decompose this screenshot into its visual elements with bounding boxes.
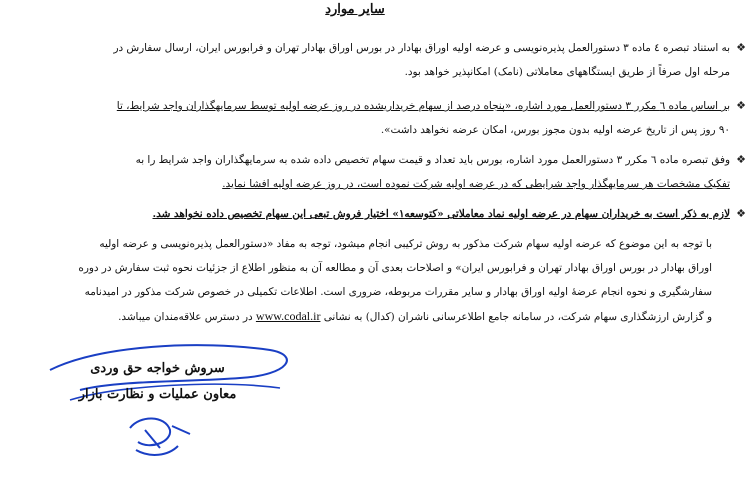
closing-paragraph-line-1: با توجه به این موضوع که عرضه اولیه سهام شرکت مذکور به روش ترکیبی انجام میشود، توجه به مفاد «دستورالعمل پذیرەنویسی و عرضه اولیه [99, 238, 712, 250]
bullet-item-3-line-1: وفق تبصره ماده ٦ مکرر ٣ دستورالعمل مورد اشاره، بورس باید تعداد و قیمت سهام تخصیص داده شده به سرمایهگذاران واجد شرایط را به [135, 154, 730, 166]
diamond-bullet-icon: ❖ [736, 99, 746, 112]
bullet-item-4 [40, 202, 746, 226]
closing-paragraph-line-4-text: و گزارش ارزشگذاری سهام شرکت، در سامانه جامع اطلاعرسانی ناشران (کدال) به نشانی [323, 311, 712, 323]
bullet-item-2-line-1: بر اساس ماده ٦ مکرر ٣ دستورالعمل مورد اشاره، «پنجاه درصد از سهام خریداریشده در روز عرضه اولیه توسط سرمایهگذاران واجد شرایط، تا [116, 100, 730, 112]
closing-paragraph-line-4 [42, 304, 712, 329]
signatory-role: معاون عملیات و نظارت بازار [78, 387, 237, 402]
bullet-item-2-line-2: ٩٠ روز پس از تاریخ عرضه اولیه بدون مجوز بورس، امکان عرضه نخواهد داشت». [380, 124, 730, 136]
bullet-item-1-line-2: مرحله اول صرفاً از طریق ایستگاههای معاملاتی (نامک) امکانپذیر خواهد بود. [404, 66, 730, 78]
bullet-item-2 [40, 94, 746, 142]
diamond-bullet-icon: ❖ [736, 207, 746, 220]
closing-paragraph [42, 232, 712, 329]
closing-paragraph-line-4-tail: در دسترس علاقەمندان میباشد. [118, 311, 253, 323]
bullet-item-3 [40, 148, 746, 196]
signatory-name: سروش خواجه حق وردی [90, 361, 225, 376]
bullet-item-1-line-1: به استناد تبصره ٤ ماده ٣ دستورالعمل پذیرەنویسی و عرضه اولیه اوراق بهادار در بورس اوراق بهادار تهران و فرابورس ایران، ارسال سفارش در [113, 42, 730, 54]
diamond-bullet-icon: ❖ [736, 41, 746, 54]
bullet-item-4-line-1: لازم به ذکر است به خریداران سهام در عرضه اولیه نماد معاملاتی «کتوسعه١» اختیار فروش تبعی این سهام تخصیص داده نخواهد شد. [152, 208, 730, 220]
diamond-bullet-icon: ❖ [736, 153, 746, 166]
codal-link[interactable]: www.codal.ir [255, 309, 321, 323]
closing-paragraph-line-2: اوراق بهادار در بورس اوراق بهادار تهران و فرابورس ایران» و اصلاحات بعدی آن و مطالعه آن به منظور اطلاع از جزئیات نحوه ثبت سفارش در دوره [78, 262, 712, 274]
signature-block [70, 356, 245, 408]
bullet-item-3-line-2: تفکیک مشخصات هر سرمایهگذار واجد شرایطی که در عرضه اولیه شرکت نموده است، در روز عرضه اولیه افشا نماید. [222, 178, 730, 190]
closing-paragraph-line-3: سفارشگیری و نحوه انجام عرضهٔ اولیه اوراق بهادار و سایر مقررات مربوطه، ضروری است. اطلاعات تکمیلی در خصوص شرکت مذکور در امیدنامه [84, 286, 712, 298]
bullet-item-1 [40, 36, 746, 84]
section-title: سایر موارد [325, 2, 385, 17]
